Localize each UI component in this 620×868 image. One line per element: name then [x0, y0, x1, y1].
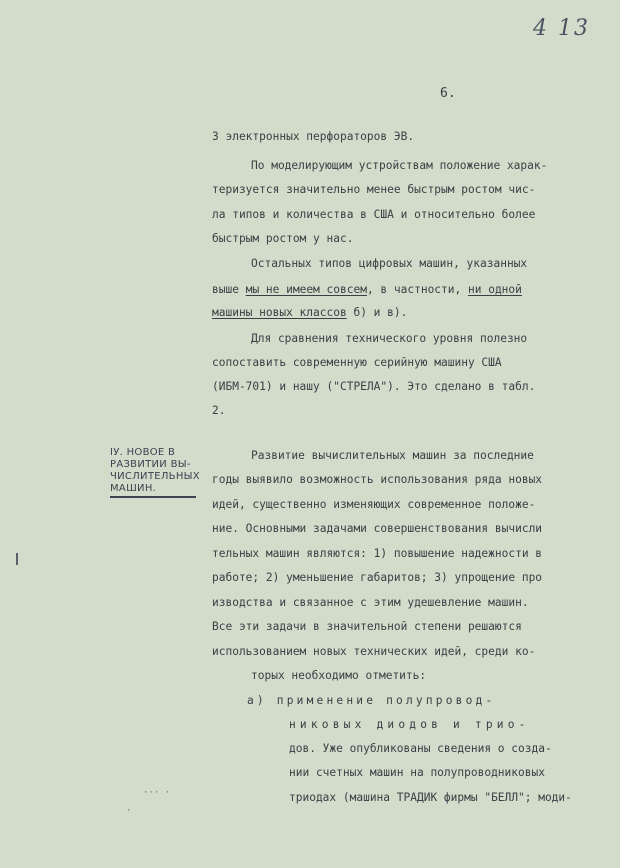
margin-mark: ·	[126, 806, 132, 816]
underlined-text: мы не имеем совсем	[245, 283, 367, 296]
page-number: 6.	[440, 86, 456, 101]
text-run: б) и в).	[346, 306, 408, 319]
text-line: ла типов и количества в США и относительно более	[212, 208, 536, 221]
text-line: По моделирующим устройствам положение харак-	[251, 159, 548, 172]
section-heading	[110, 447, 202, 495]
heading-line: IУ. НОВОЕ В	[110, 447, 176, 458]
heading-rule	[110, 496, 196, 498]
underlined-text: ни одной	[468, 283, 522, 296]
heading-line: ЧИСЛИТЕЛЬНЫХ	[110, 471, 200, 482]
text-line: Развитие вычислительных машин за последние	[251, 449, 534, 462]
text-line: дов. Уже опубликованы сведения о созда-	[289, 742, 552, 755]
text-line: тельных машин являются: 1) повышение надежности в	[212, 547, 543, 560]
text-run: , в частности,	[366, 283, 462, 296]
text-line: изводства и связанное с этим удешевление машин.	[212, 596, 529, 609]
text-line: (ИБМ-701) и нашу ("СТРЕЛА"). Это сделано в табл.	[212, 380, 536, 393]
text-line: 2.	[212, 404, 226, 417]
text-line: ние. Основными задачами совершенствования вычисли	[212, 522, 543, 535]
text-line: торых необходимо отметить:	[251, 669, 427, 682]
handwritten-page-number: 4 13	[533, 16, 590, 41]
text-line: идей, существенно изменяющих современное положе-	[212, 498, 536, 511]
text-line	[212, 306, 407, 320]
text-line: теризуется значительно менее быстрым ростом чис-	[212, 183, 536, 196]
text-line: Остальных типов цифровых машин, указанных	[251, 257, 528, 270]
heading-line: МАШИН.	[110, 483, 157, 494]
text-line	[212, 283, 522, 297]
text-line: 3 электронных перфораторов ЭВ.	[212, 130, 415, 143]
underlined-text: машины новых классов	[212, 306, 347, 319]
margin-mark: ··· ·	[143, 788, 171, 798]
margin-mark	[16, 553, 18, 565]
text-line: никовых диодов и трио-	[289, 718, 530, 731]
text-line: нии счетных машин на полупроводниковых	[289, 766, 545, 779]
text-line: Все эти задачи в значительной степени решаются	[212, 620, 522, 633]
text-run: выше	[212, 283, 239, 296]
text-line: Для сравнения технического уровня полезно	[251, 332, 528, 345]
heading-line: РАЗВИТИИ ВЫ-	[110, 459, 191, 470]
text-line: использованием новых технических идей, среди ко-	[212, 645, 536, 658]
text-line: а) применение полупровод-	[247, 694, 496, 707]
text-line: сопоставить современную серийную машину США	[212, 356, 502, 369]
text-line: работе; 2) уменьшение габаритов; 3) упрощение про	[212, 571, 543, 584]
text-line: годы выявило возможность использования ряда новых	[212, 473, 543, 486]
text-line: быстрым ростом у нас.	[212, 232, 354, 245]
text-line: триодах (машина ТРАДИК фирмы "БЕЛЛ"; моди-	[289, 791, 572, 804]
